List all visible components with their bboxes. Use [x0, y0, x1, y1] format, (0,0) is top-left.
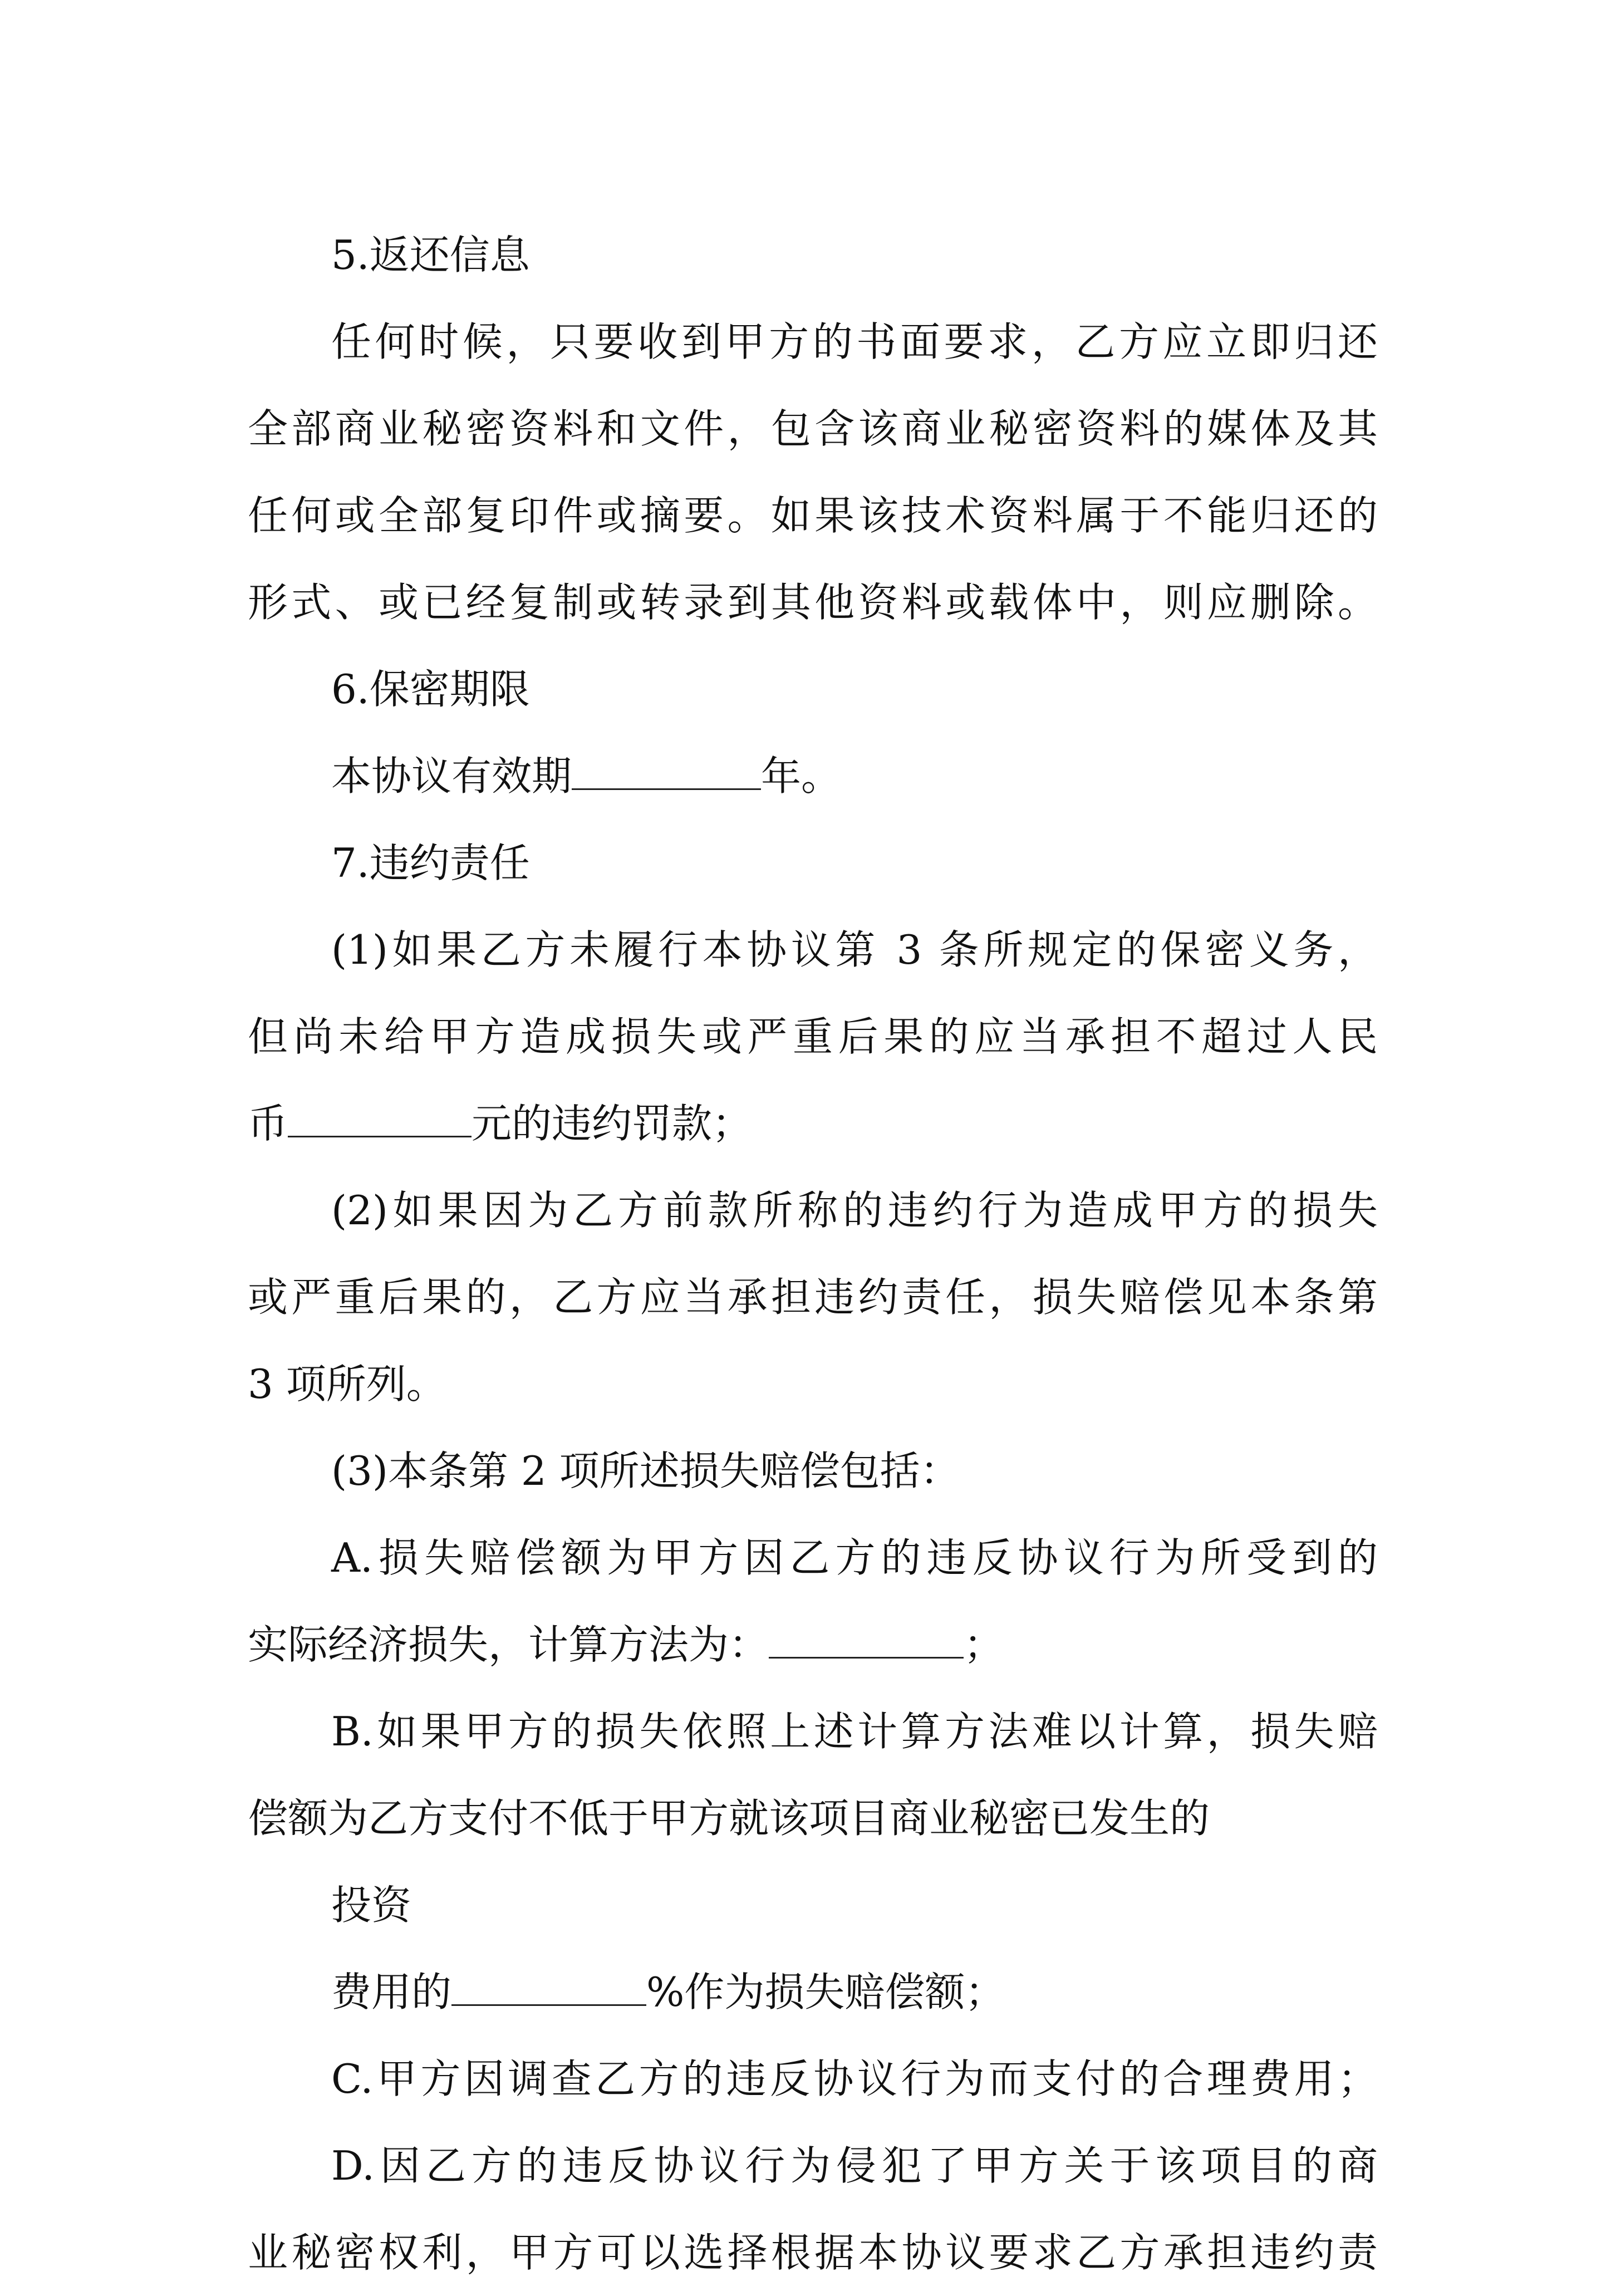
item-d-line-2: 业秘密权利，甲方可以选择根据本协议要求乙方承担违约责 — [248, 2229, 1378, 2276]
term-years-blank[interactable] — [572, 754, 761, 790]
item-1-prefix: 币 — [248, 1100, 288, 1147]
section-6-heading: 6.保密期限 — [331, 666, 530, 713]
item-a-line-2 — [248, 1601, 1378, 1688]
section-5-line-2: 全部商业秘密资料和文件，包含该商业秘密资料的媒体及其 — [248, 405, 1378, 452]
item-a-line-1: A.损失赔偿额为甲方因乙方的违反协议行为所受到的 — [331, 1534, 1378, 1581]
section-5-line-4: 形式、或已经复制或转录到其他资料或载体中，则应删除。 — [248, 579, 1378, 626]
item-2-line-3: 3 项所列。 — [248, 1361, 446, 1407]
item-1-line-2: 但尚未给甲方造成损失或严重后果的应当承担不超过人民 — [248, 1013, 1378, 1060]
item-d-line-1: D.因乙方的违反协议行为侵犯了甲方关于该项目的商 — [331, 2142, 1378, 2189]
calculation-method-blank[interactable] — [769, 1622, 964, 1659]
section-5-line-3: 任何或全部复印件或摘要。如果该技术资料属于不能归还的 — [248, 492, 1378, 539]
term-suffix: 年。 — [761, 753, 842, 799]
item-b-fee-suffix: %作为损失赔偿额； — [646, 1969, 1005, 2015]
item-b-line-4 — [248, 1949, 1378, 2035]
penalty-amount-blank[interactable] — [288, 1101, 471, 1137]
fee-percent-blank[interactable] — [451, 1970, 646, 2006]
term-prefix: 本协议有效期 — [331, 753, 572, 799]
item-b-line-2: 偿额为乙方支付不低于甲方就该项目商业秘密已发生的 — [248, 1795, 1210, 1842]
item-1-line-1: (1)如果乙方未履行本协议第 3 条所规定的保密义务， — [331, 926, 1378, 973]
item-2-line-1: (2)如果因为乙方前款所称的违约行为造成甲方的损失 — [331, 1187, 1378, 1234]
section-5-line-1: 任何时候，只要收到甲方的书面要求，乙方应立即归还 — [331, 318, 1378, 365]
item-b-line-3: 投资 — [331, 1882, 412, 1929]
section-5-heading: 5.返还信息 — [331, 232, 530, 278]
document-page — [248, 212, 1378, 2296]
item-b-fee-prefix: 费用的 — [331, 1969, 452, 2015]
item-b-line-1: B.如果甲方的损失依照上述计算方法难以计算，损失赔 — [331, 1708, 1378, 1755]
section-7-heading: 7.违约责任 — [331, 840, 530, 886]
item-a-suffix: ； — [964, 1621, 1004, 1668]
item-c-line: C.甲方因调查乙方的违反协议行为而支付的合理费用； — [331, 2055, 1378, 2102]
item-1-line-3 — [248, 1080, 1378, 1167]
item-2-line-2: 或严重后果的，乙方应当承担违约责任，损失赔偿见本条第 — [248, 1274, 1378, 1321]
item-3-line: (3)本条第 2 项所述损失赔偿包括： — [331, 1448, 960, 1494]
section-6-term — [248, 733, 1378, 820]
item-a-prefix: 实际经济损失，计算方法为： — [248, 1621, 769, 1668]
item-1-suffix: 元的违约罚款； — [471, 1100, 753, 1147]
